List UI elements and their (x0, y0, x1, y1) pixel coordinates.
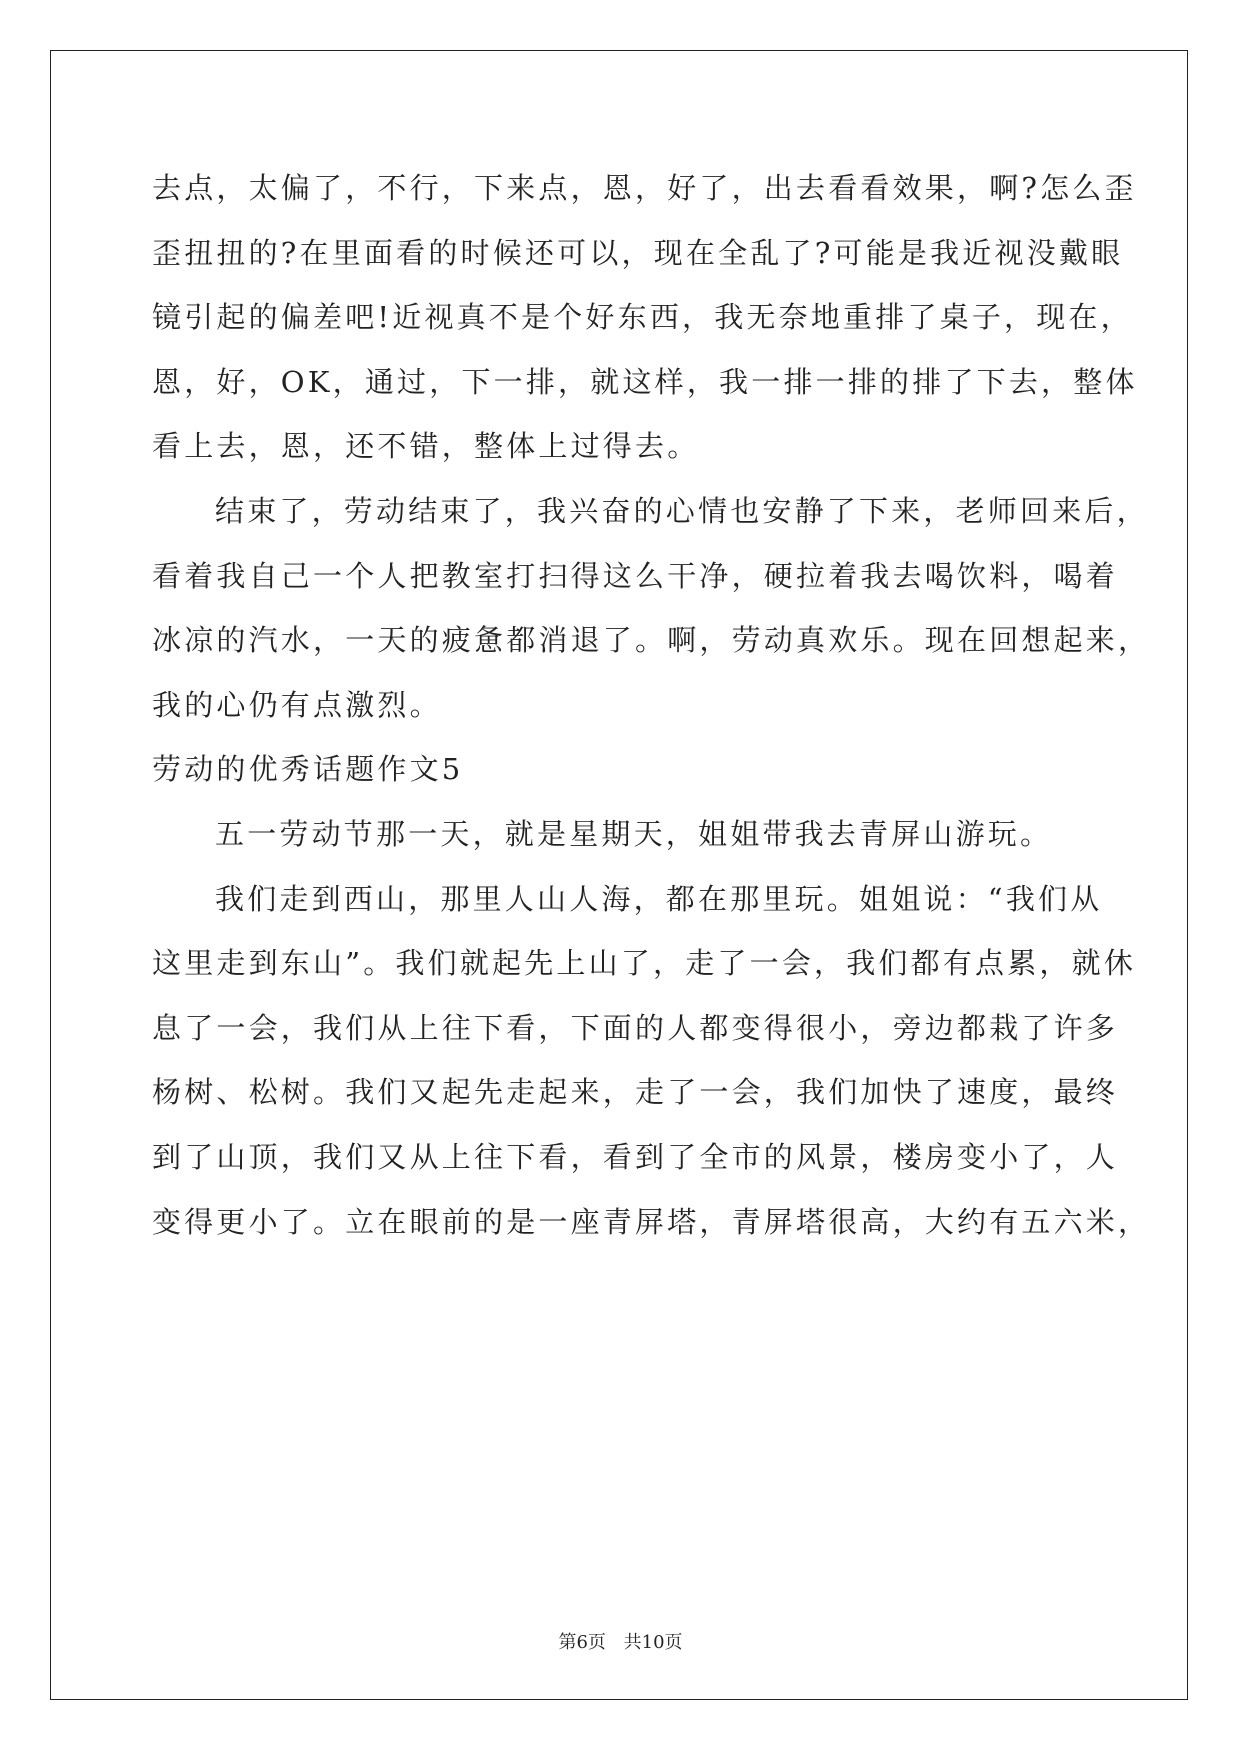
paragraph-line: 变得更小了。立在眼前的是一座青屏塔，青屏塔很高，大约有五六米， (152, 1204, 1151, 1239)
page-total: 共10页 (623, 1632, 683, 1653)
paragraph-line: 这里走到东山”。我们就起先上山了，走了一会，我们都有点累，就休 (152, 946, 1137, 981)
paragraph-line: 到了山顶，我们又从上往下看，看到了全市的风景，楼房变小了，人 (152, 1140, 1119, 1174)
page-number: 第6页 (558, 1632, 606, 1653)
paragraph-line: 镜引起的偏差吧!近视真不是个好东西，我无奈地重排了桌子，现在， (152, 300, 1133, 335)
paragraph-line: 去点，太偏了，不行，下来点，恩，好了，出去看看效果，啊?怎么歪 (152, 171, 1137, 205)
paragraph-line: 看上去，恩，还不错，整体上过得去。 (152, 429, 700, 464)
paragraph-line: 冰凉的汽水，一天的疲惫都消退了。啊，劳动真欢乐。现在回想起来， (152, 623, 1151, 658)
paragraph-line: 恩，好，OK，通过，下一排，就这样，我一排一排的排了下去，整体 (152, 364, 1138, 399)
paragraph-line: 歪扭扭的?在里面看的时候还可以，现在全乱了?可能是我近视没戴眼 (152, 235, 1124, 270)
paragraph-line: 我们走到西山，那里人山人海，都在那里玩。姐姐说：“我们从 (215, 881, 1103, 916)
paragraph-line: 杨树、松树。我们又起先走起来，走了一会，我们加快了速度，最终 (152, 1075, 1119, 1110)
paragraph-line: 看着我自己一个人把教室打扫得这么干净，硬拉着我去喝饮料，喝着 (152, 558, 1119, 593)
paragraph-line: 结束了，劳动结束了，我兴奋的心情也安静了下来，老师回来后， (215, 494, 1149, 528)
paragraph-line: 息了一会，我们从上往下看，下面的人都变得很小，旁边都栽了许多 (152, 1010, 1119, 1045)
page-footer (0, 1628, 1241, 1654)
paragraph-line: 我的心仍有点激烈。 (152, 687, 442, 722)
section-heading: 劳动的优秀话题作文5 (152, 752, 464, 787)
paragraph-line: 五一劳动节那一天，就是星期天，姐姐带我去青屏山游玩。 (215, 817, 1053, 851)
